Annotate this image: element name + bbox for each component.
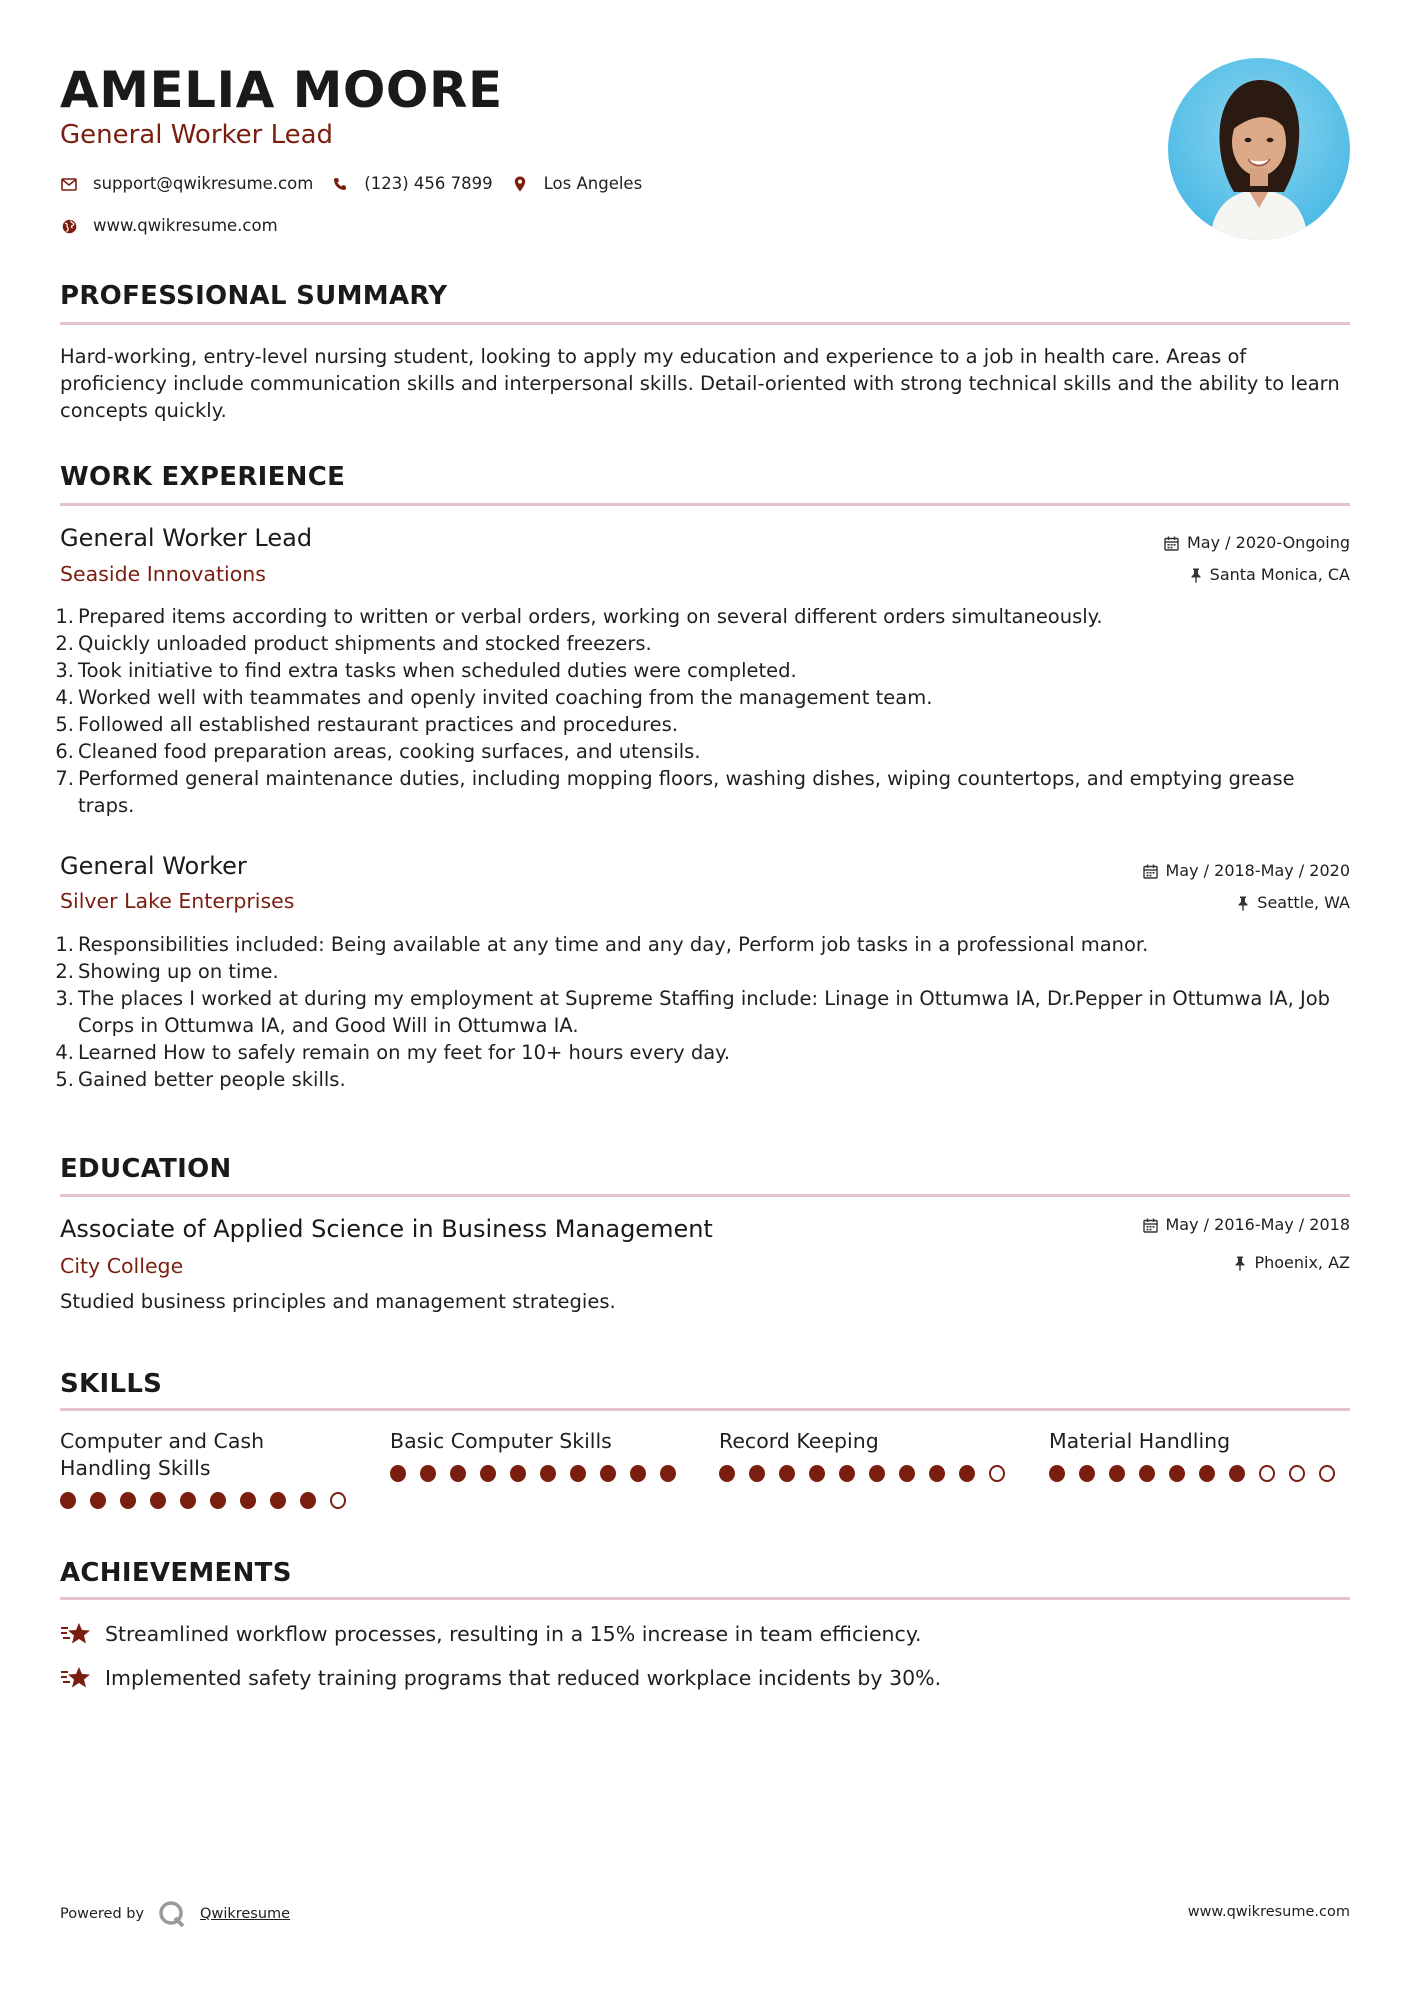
rating-dot-filled <box>630 1465 646 1482</box>
profile-photo <box>1168 58 1350 240</box>
job-location-text: Seattle, WA <box>1257 893 1350 912</box>
rating-dot-filled <box>510 1465 526 1482</box>
education-heading: EDUCATION <box>60 1154 232 1184</box>
school-name: City College <box>60 1254 184 1278</box>
rating-dot-filled <box>420 1465 436 1482</box>
job-dates <box>1164 532 1350 554</box>
rating-dot-empty <box>1289 1465 1305 1482</box>
list-item: 5. Gained better people skills. <box>55 1068 346 1091</box>
rating-dot-filled <box>869 1465 885 1482</box>
rating-dot-filled <box>1199 1465 1215 1482</box>
job-location-text: Santa Monica, CA <box>1209 565 1350 584</box>
footer-website[interactable]: www.qwikresume.com <box>1187 1904 1350 1920</box>
summary-divider <box>60 322 1350 325</box>
rating-dot-filled <box>60 1492 76 1509</box>
list-item: 1. Responsibilities included: Being available at any time and any day, Perform job tasks in a professional manor. <box>55 933 1149 956</box>
pushpin-icon <box>1234 1256 1246 1271</box>
rating-dot-filled <box>959 1465 975 1482</box>
contact-website[interactable] <box>60 212 278 240</box>
job-dates <box>1143 860 1351 882</box>
rating-dot-filled <box>749 1465 765 1482</box>
rating-dot-filled <box>600 1465 616 1482</box>
education-location-text: Phoenix, AZ <box>1254 1253 1350 1272</box>
education-dates <box>1143 1214 1351 1236</box>
job-title: General Worker Lead <box>60 524 313 552</box>
rating-dot-filled <box>660 1465 676 1482</box>
list-item: 2. Quickly unloaded product shipments and stocked freezers. <box>55 632 652 655</box>
list-item: 1. Prepared items according to written or verbal orders, working on several different orders simultaneously. <box>55 605 1103 628</box>
skill-rating <box>60 1492 360 1509</box>
achievement-text: Implemented safety training programs that reduced workplace incidents by 30%. <box>105 1666 942 1690</box>
powered-by-label: Powered by <box>60 1906 145 1922</box>
education-description: Studied business principles and management strategies. <box>60 1290 616 1313</box>
envelope-icon <box>60 175 78 193</box>
website-text: www.qwikresume.com <box>93 216 278 235</box>
phone-icon <box>331 175 349 193</box>
rating-dot-filled <box>779 1465 795 1482</box>
achievements-heading: ACHIEVEMENTS <box>60 1558 292 1588</box>
rating-dot-filled <box>480 1465 496 1482</box>
location-text: Los Angeles <box>543 174 643 193</box>
achievement-item <box>60 1620 922 1648</box>
rating-dot-filled <box>180 1492 196 1509</box>
contact-phone[interactable] <box>331 170 492 198</box>
calendar-icon <box>1143 1218 1158 1233</box>
education-divider <box>60 1194 1350 1197</box>
list-item: 3. Took initiative to find extra tasks when scheduled duties were completed. <box>55 659 797 682</box>
rating-dot-filled <box>210 1492 226 1509</box>
skill-item <box>719 1428 1019 1482</box>
map-pin-icon <box>511 175 529 193</box>
footer-branding <box>60 1900 290 1928</box>
job-title: General Worker <box>60 852 247 880</box>
list-item: 2. Showing up on time. <box>55 960 279 983</box>
achievement-text: Streamlined workflow processes, resulting in a 15% increase in team efficiency. <box>105 1622 922 1646</box>
summary-text: Hard-working, entry-level nursing student, looking to apply my education and experience to a job in health care. Areas of proficiency include communication skills and interpersonal skills. Detail-oriented with strong technical skills and the ability to learn concepts quickly. <box>60 345 1340 422</box>
degree-title: Associate of Applied Science in Business Management <box>60 1215 713 1243</box>
contact-email[interactable] <box>60 170 313 198</box>
rating-dot-filled <box>90 1492 106 1509</box>
candidate-role: General Worker Lead <box>60 120 334 150</box>
rating-dot-filled <box>839 1465 855 1482</box>
rating-dot-filled <box>150 1492 166 1509</box>
skill-name: Record Keeping <box>719 1429 879 1453</box>
list-item: 7. Performed general maintenance duties, including mopping floors, washing dishes, wiping countertops, and emptying grease traps. <box>55 767 1295 817</box>
website-row <box>60 212 296 240</box>
skill-item <box>390 1428 690 1482</box>
skill-rating <box>1049 1465 1349 1482</box>
star-award-icon <box>60 1620 92 1648</box>
list-item: 3. The places I worked at during my employment at Supreme Staffing include: Linage in Ottumwa IA, Dr.Pepper in Ottumwa IA, Job Corps in Ottumwa IA, and Good Will in Ottumwa IA. <box>55 987 1331 1037</box>
job-duties-list <box>52 931 1350 1093</box>
rating-dot-filled <box>540 1465 556 1482</box>
calendar-icon <box>1164 536 1179 551</box>
rating-dot-filled <box>1229 1465 1245 1482</box>
job-duties-list <box>52 603 1350 819</box>
rating-dot-filled <box>1079 1465 1095 1482</box>
rating-dot-filled <box>809 1465 825 1482</box>
achievements-divider <box>60 1597 1350 1600</box>
rating-dot-filled <box>240 1492 256 1509</box>
skill-name: Material Handling <box>1049 1429 1231 1453</box>
summary-heading: PROFESSIONAL SUMMARY <box>60 281 448 311</box>
company-name: Silver Lake Enterprises <box>60 889 295 913</box>
rating-dot-empty <box>330 1492 346 1509</box>
rating-dot-filled <box>1169 1465 1185 1482</box>
achievement-item <box>60 1664 941 1692</box>
list-item: 4. Worked well with teammates and openly invited coaching from the management team. <box>55 686 933 709</box>
rating-dot-filled <box>1139 1465 1155 1482</box>
rating-dot-filled <box>270 1492 286 1509</box>
rating-dot-filled <box>120 1492 136 1509</box>
skill-item <box>60 1428 360 1509</box>
list-item: 4. Learned How to safely remain on my feet for 10+ hours every day. <box>55 1041 731 1064</box>
rating-dot-filled <box>570 1465 586 1482</box>
globe-icon <box>60 217 78 235</box>
contact-row <box>60 170 660 198</box>
rating-dot-filled <box>1049 1465 1065 1482</box>
rating-dot-filled <box>450 1465 466 1482</box>
star-award-icon <box>60 1664 92 1692</box>
job-location <box>1190 564 1350 586</box>
skills-heading: SKILLS <box>60 1369 163 1399</box>
pushpin-icon <box>1237 896 1249 911</box>
qwikresume-logo-icon <box>158 1900 186 1928</box>
rating-dot-filled <box>390 1465 406 1482</box>
skill-rating <box>390 1465 690 1482</box>
candidate-name: AMELIA MOORE <box>60 61 503 119</box>
rating-dot-empty <box>1319 1465 1335 1482</box>
rating-dot-empty <box>1259 1465 1275 1482</box>
education-dates-text: May / 2016-May / 2018 <box>1165 1215 1350 1234</box>
rating-dot-filled <box>929 1465 945 1482</box>
job-location <box>1237 892 1350 914</box>
rating-dot-filled <box>300 1492 316 1509</box>
job-dates-text: May / 2018-May / 2020 <box>1165 861 1350 880</box>
qwikresume-link[interactable]: Qwikresume <box>200 1906 291 1922</box>
job-dates-text: May / 2020-Ongoing <box>1187 533 1350 552</box>
calendar-icon <box>1143 864 1158 879</box>
rating-dot-filled <box>899 1465 915 1482</box>
skill-rating <box>719 1465 1019 1482</box>
rating-dot-filled <box>1109 1465 1125 1482</box>
experience-heading: WORK EXPERIENCE <box>60 462 346 492</box>
list-item: 6. Cleaned food preparation areas, cooking surfaces, and utensils. <box>55 740 701 763</box>
phone-text: (123) 456 7899 <box>364 174 493 193</box>
education-location <box>1234 1252 1350 1274</box>
list-item: 5. Followed all established restaurant practices and procedures. <box>55 713 679 736</box>
rating-dot-empty <box>989 1465 1005 1482</box>
email-text: support@qwikresume.com <box>93 174 314 193</box>
pushpin-icon <box>1190 568 1202 583</box>
skill-item <box>1049 1428 1349 1482</box>
skills-divider <box>60 1408 1350 1411</box>
company-name: Seaside Innovations <box>60 562 266 586</box>
contact-location <box>511 170 643 198</box>
rating-dot-filled <box>719 1465 735 1482</box>
skill-name: Basic Computer Skills <box>390 1429 612 1453</box>
experience-divider <box>60 503 1350 506</box>
skill-name: Computer and Cash Handling Skills <box>60 1429 265 1480</box>
